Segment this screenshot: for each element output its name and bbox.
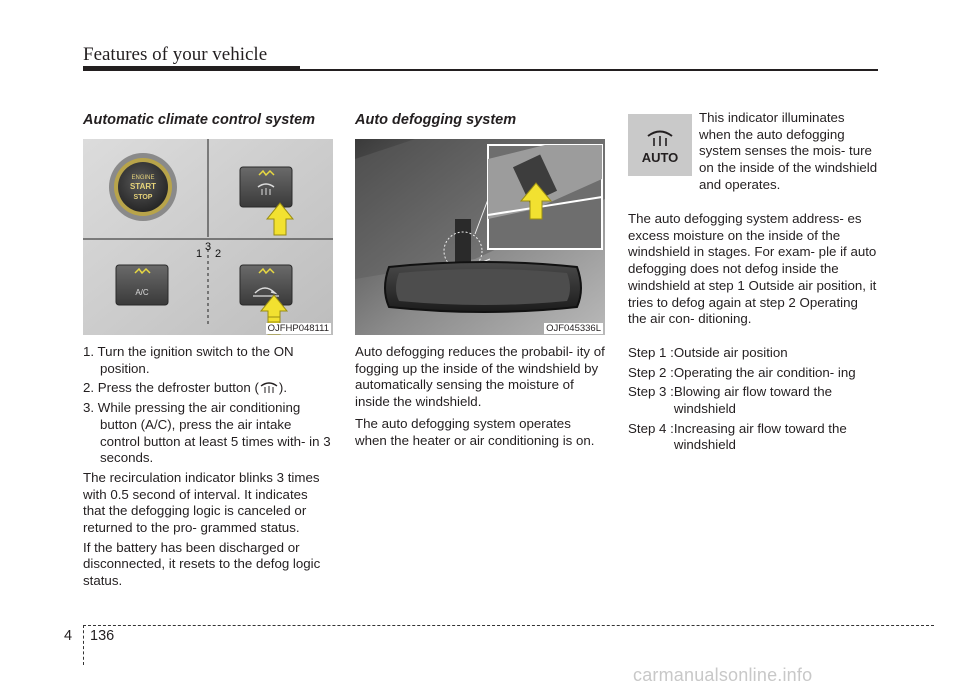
procedure-step-1: 1. Turn the ignition switch to the ON position. (83, 344, 294, 376)
auto-defog-paragraph-2: The auto defogging system operates when the heater or air conditioning is on. (355, 415, 595, 448)
procedure-steps (83, 344, 333, 467)
chapter-number: 4 (64, 628, 73, 644)
auto-defog-icon (628, 114, 692, 176)
callout-2: 2 (215, 248, 222, 260)
callout-3: 3 (205, 241, 212, 253)
page-header-title: Features of your vehicle (83, 44, 268, 65)
recirculation-paragraph: The recirculation indicator blinks 3 times with 0.5 second of interval. It indicates that the defogging logic is canceled or returned to the pro- grammed status. (83, 469, 320, 536)
defroster-icon (259, 381, 279, 394)
climate-control-body (83, 344, 333, 590)
step-item-4 (628, 421, 879, 454)
step-label: Step 4 : (628, 420, 674, 436)
ac-button-label: A/C (135, 288, 149, 297)
start-button-text-1: ENGINE (131, 175, 155, 181)
stages-paragraph: The auto defogging system address- es excess moisture on the inside of the windshield in stages. For exam- ple if auto defogging does not defog inside the windshield at step 1 Outside air position, it tries to defog again at step 2 Operating the air con- ditioning. (628, 211, 877, 327)
step-list (628, 345, 879, 454)
figure-climate-control-buttons (83, 139, 333, 335)
section-title-auto-defogging: Auto defogging system (355, 112, 517, 128)
callout-1: 1 (196, 248, 203, 260)
start-button-text-3: STOP (133, 194, 153, 201)
procedure-step-2-text: 2. Press the defroster button ( (83, 380, 259, 396)
step-label: Step 2 : (628, 364, 674, 380)
battery-paragraph: If the battery has been discharged or disconnected, it resets to the defog logic status. (83, 539, 321, 589)
watermark: carmanualsonline.info (633, 665, 813, 685)
indicator-label: AUTO (641, 150, 679, 165)
procedure-step-2 (83, 380, 333, 397)
auto-defog-indicator (628, 114, 692, 176)
auto-defogging-body (355, 344, 605, 449)
step-text: Blowing air flow toward the windshield (673, 384, 833, 417)
figure-code: OJF045336L (546, 323, 601, 334)
figure-climate-control-illustration (83, 139, 333, 335)
figure-code: OJFHP048111 (267, 323, 329, 334)
procedure-step-2-end: ). (278, 380, 288, 396)
figure-auto-defog-illustration (355, 139, 605, 335)
footer-divider (83, 625, 84, 665)
page-number: 136 (90, 628, 115, 644)
step-label: Step 3 : (628, 384, 674, 400)
step-label: Step 1 : (628, 344, 674, 360)
footer-rule (83, 625, 934, 626)
header-rule-thin (300, 69, 878, 71)
step-text: Outside air position (673, 344, 788, 360)
step-item-3 (628, 384, 879, 417)
step-item-2 (628, 365, 879, 382)
header-rule (83, 66, 300, 71)
step-item-1 (628, 345, 879, 362)
figure-auto-defog-sensor (355, 139, 605, 335)
auto-defogging-stages (628, 211, 879, 454)
indicator-description: This indicator illuminates when the auto defogging system senses the mois- ture on the inside of the windshield and operates. (699, 110, 878, 192)
procedure-step-3: 3. While pressing the air conditioning button (A/C), press the air intake control button at least 5 times with- in 3 seconds. (83, 400, 331, 466)
step-text: Increasing air flow toward the windshield (673, 420, 847, 453)
step-text: Operating the air condition- ing (673, 364, 856, 380)
section-title-climate-control: Automatic climate control system (83, 112, 316, 128)
start-button-text-2: START (129, 182, 157, 191)
auto-defog-paragraph-1: Auto defogging reduces the probabil- ity of fogging up the inside of the windshield by automatically sensing the moisture of inside the windshield. (355, 344, 605, 410)
